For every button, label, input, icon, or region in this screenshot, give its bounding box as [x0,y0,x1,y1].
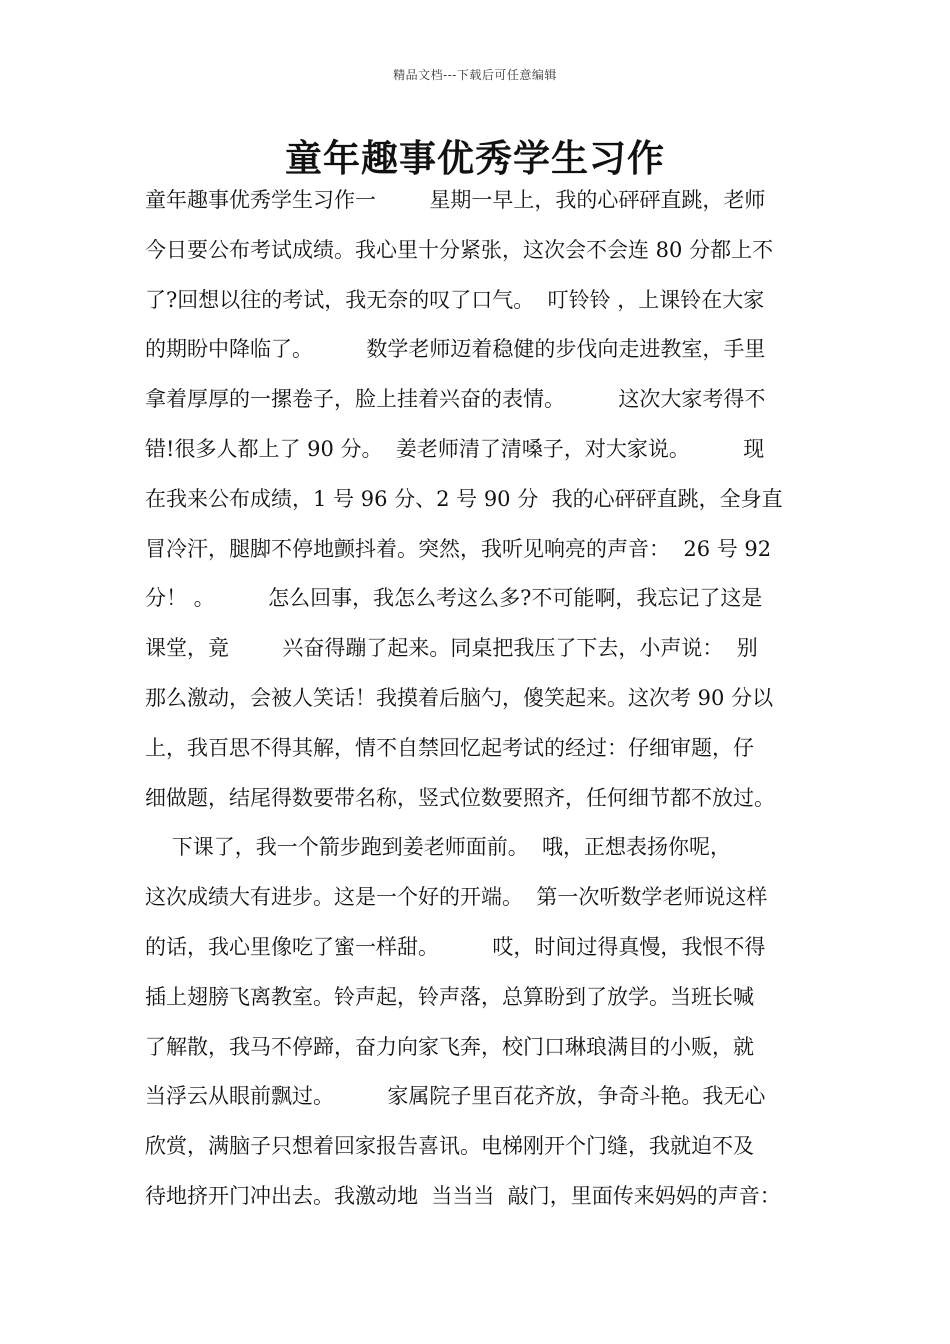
text-line: 今日要公布考试成绩。我心里十分紧张，这次会不会连 80 分都上不 [145,237,774,262]
text-line: 童年趣事优秀学生习作一 星期一早上，我的心砰砰直跳，老师 [145,188,766,212]
text-line: 分！ 。 怎么回事，我怎么考这么多?不可能啊，我忘记了这是 [145,586,763,611]
text-line: 当浮云从眼前飘过。 家属院子里百花齐放，争奇斗艳。我无心 [145,1084,766,1109]
text-line: 欣赏，满脑子只想着回家报告喜讯。电梯刚开个门缝，我就迫不及 [145,1134,754,1159]
document-title: 童年趣事优秀学生习作 [285,136,665,180]
text-line: 待地挤开门冲出去。我激动地 当当当 敲门，里面传来妈妈的声音： [145,1183,781,1208]
header-note: 精品文档---下载后可任意编辑 [393,68,557,82]
text-line: 在我来公布成绩，1 号 96 分、2 号 90 分 我的心砰砰直跳，全身直 [145,486,783,511]
text-line: 的话，我心里像吃了蜜一样甜。 哎，时间过得真慢，我恨不得 [145,934,766,959]
text-line: 细做题，结尾得数要带名称，竖式位数要照齐，任何细节都不放过。 [145,785,775,810]
text-line: 了?回想以往的考试，我无奈的叹了口气。 叮铃铃 ，上课铃在大家 [145,287,765,312]
text-line: 插上翅膀飞离教室。铃声起，铃声落，总算盼到了放学。当班长喊 [145,984,754,1009]
text-line: 冒冷汗，腿脚不停地颤抖着。突然，我听见响亮的声音： 26 号 92 [145,536,772,561]
text-line: 拿着厚厚的一摞卷子，脸上挂着兴奋的表情。 这次大家考得不 [145,387,766,412]
body-text [145,176,810,1222]
text-line: 的期盼中降临了。 数学老师迈着稳健的步伐向走进教室，手里 [145,337,766,362]
text-line: 错!很多人都上了 90 分。 姜老师清了清嗓子，对大家说。 现 [145,436,765,461]
text-line: 课堂，竟 兴奋得蹦了起来。同桌把我压了下去，小声说： 别 [145,636,758,661]
text-line: 那么激动，会被人笑话！我摸着后脑勺，傻笑起来。这次考 90 分以 [145,685,774,710]
text-line: 这次成绩大有进步。这是一个好的开端。 第一次听数学老师说这样 [145,885,768,910]
text-line: 下课了，我一个箭步跑到姜老师面前。 哦，正想表扬你呢， [145,835,732,860]
text-line: 了解散，我马不停蹄，奋力向家飞奔，校门口琳琅满目的小贩，就 [145,1034,754,1059]
text-line: 上，我百思不得其解，情不自禁回忆起考试的经过：仔细审题，仔 [145,735,754,760]
